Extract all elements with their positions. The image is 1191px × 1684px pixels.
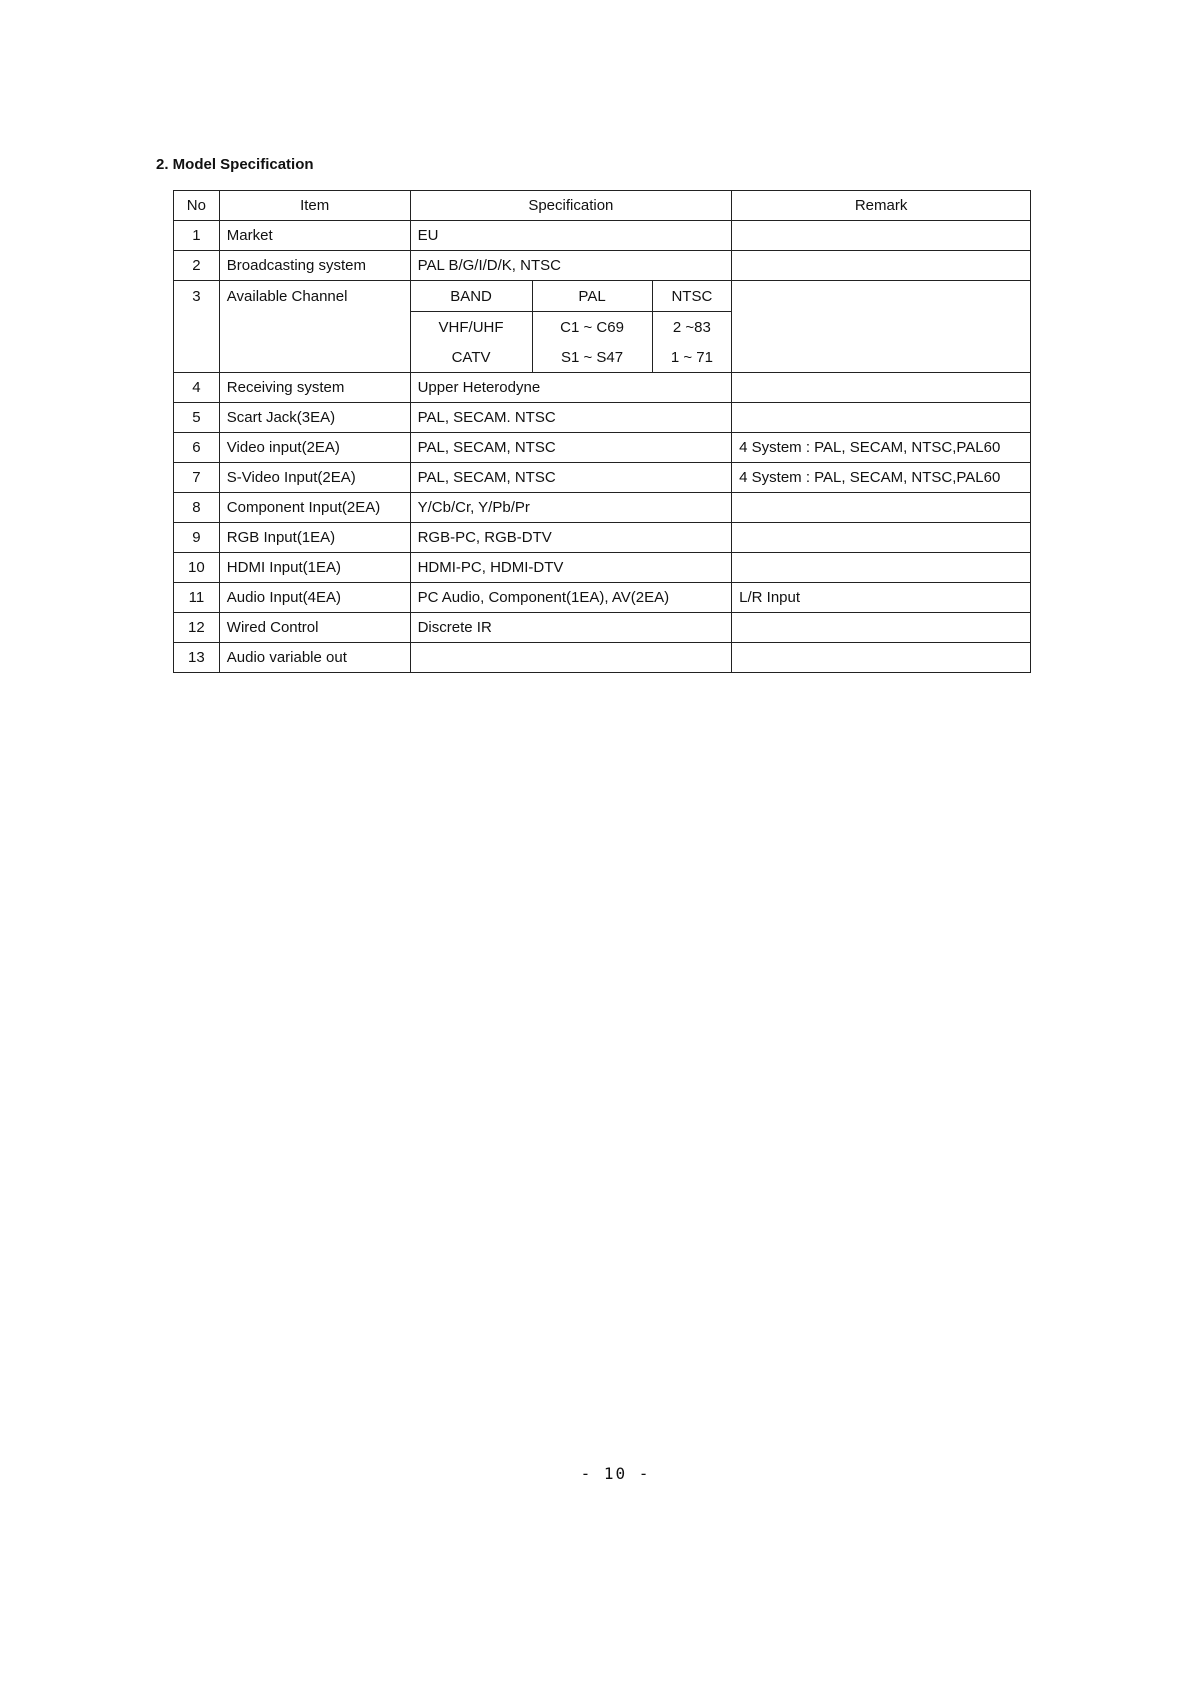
header-spec: Specification: [410, 191, 732, 221]
table-row: [174, 493, 1031, 523]
table-row: [174, 553, 1031, 583]
row-no: 12: [174, 613, 220, 643]
row-no: 2: [174, 251, 220, 281]
channel-header-row: [411, 281, 732, 312]
row-no: 13: [174, 643, 220, 673]
row-remark: [732, 553, 1031, 583]
row-remark: 4 System : PAL, SECAM, NTSC,PAL60: [732, 433, 1031, 463]
row-remark: [732, 281, 1031, 373]
table-row: [174, 433, 1031, 463]
channel-header: PAL: [532, 281, 652, 312]
row-item: HDMI Input(1EA): [219, 553, 410, 583]
row-item: Wired Control: [219, 613, 410, 643]
row-spec: Upper Heterodyne: [410, 373, 732, 403]
table-row: [174, 221, 1031, 251]
row-remark: [732, 251, 1031, 281]
row-remark: 4 System : PAL, SECAM, NTSC,PAL60: [732, 463, 1031, 493]
row-remark: [732, 373, 1031, 403]
channel-header: NTSC: [652, 281, 731, 312]
row-spec: Discrete IR: [410, 613, 732, 643]
row-item: RGB Input(1EA): [219, 523, 410, 553]
row-item: Audio Input(4EA): [219, 583, 410, 613]
row-spec: EU: [410, 221, 732, 251]
table-header-row: [174, 191, 1031, 221]
row-spec: PAL, SECAM, NTSC: [410, 433, 732, 463]
row-item: Scart Jack(3EA): [219, 403, 410, 433]
table-row: [174, 373, 1031, 403]
channel-cell: CATV: [411, 342, 532, 372]
row-spec: PAL, SECAM, NTSC: [410, 463, 732, 493]
row-no: 3: [174, 281, 220, 373]
channel-table-cell: [410, 281, 732, 373]
row-spec: RGB-PC, RGB-DTV: [410, 523, 732, 553]
channel-header: BAND: [411, 281, 532, 312]
row-item: Available Channel: [219, 281, 410, 373]
table-row: [174, 403, 1031, 433]
header-no: No: [174, 191, 220, 221]
row-remark: [732, 613, 1031, 643]
channel-cell: VHF/UHF: [411, 312, 532, 343]
row-no: 6: [174, 433, 220, 463]
table-row: [174, 251, 1031, 281]
row-no: 10: [174, 553, 220, 583]
channel-cell: C1 ~ C69: [532, 312, 652, 343]
row-spec: [410, 643, 732, 673]
channel-row: [411, 342, 732, 372]
channel-row: [411, 312, 732, 343]
row-no: 1: [174, 221, 220, 251]
table-row: [174, 523, 1031, 553]
table-row: [174, 463, 1031, 493]
row-no: 8: [174, 493, 220, 523]
row-no: 5: [174, 403, 220, 433]
channel-cell: S1 ~ S47: [532, 342, 652, 372]
spec-table: [173, 190, 1031, 673]
row-item: Receiving system: [219, 373, 410, 403]
row-remark: [732, 643, 1031, 673]
row-remark: L/R Input: [732, 583, 1031, 613]
row-no: 9: [174, 523, 220, 553]
row-spec: HDMI-PC, HDMI-DTV: [410, 553, 732, 583]
channel-cell: 2 ~83: [672, 318, 711, 336]
table-row: [174, 613, 1031, 643]
row-spec: PAL B/G/I/D/K, NTSC: [410, 251, 732, 281]
section-title: 2. Model Specification: [156, 156, 314, 173]
row-spec: PC Audio, Component(1EA), AV(2EA): [410, 583, 732, 613]
row-spec: Y/Cb/Cr, Y/Pb/Pr: [410, 493, 732, 523]
channel-table: [411, 281, 732, 372]
row-item: Video input(2EA): [219, 433, 410, 463]
row-no: 4: [174, 373, 220, 403]
header-item: Item: [219, 191, 410, 221]
row-item: Broadcasting system: [219, 251, 410, 281]
row-remark: [732, 403, 1031, 433]
row-no: 7: [174, 463, 220, 493]
row-no: 11: [174, 583, 220, 613]
table-row: [174, 281, 1031, 373]
row-item: Market: [219, 221, 410, 251]
row-remark: [732, 221, 1031, 251]
row-item: S-Video Input(2EA): [219, 463, 410, 493]
row-remark: [732, 493, 1031, 523]
table-row: [174, 583, 1031, 613]
header-remark: Remark: [732, 191, 1031, 221]
table-row: [174, 643, 1031, 673]
row-item: Audio variable out: [219, 643, 410, 673]
row-remark: [732, 523, 1031, 553]
row-spec: PAL, SECAM. NTSC: [410, 403, 732, 433]
page-number: - 10 -: [580, 1464, 651, 1483]
row-item: Component Input(2EA): [219, 493, 410, 523]
channel-cell: 1 ~ 71: [670, 348, 713, 366]
